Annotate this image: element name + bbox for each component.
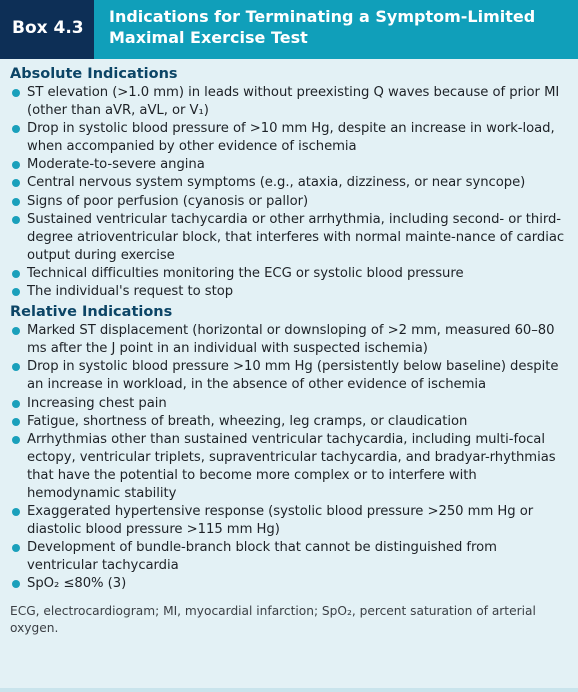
bullet-icon xyxy=(12,161,20,169)
list-item-text: The individual's request to stop xyxy=(27,284,234,300)
list-item-text: SpO₂ ≤80% (3) xyxy=(27,576,127,592)
box-body xyxy=(0,59,578,637)
bullet-icon xyxy=(12,89,20,97)
list-item-text: Fatigue, shortness of breath, wheezing, leg cramps, or claudication xyxy=(27,413,468,429)
list-item xyxy=(10,283,570,301)
list-item-text: Central nervous system symptoms (e.g., ataxia, dizziness, or near syncope) xyxy=(27,175,526,191)
bullet-icon xyxy=(12,363,20,371)
bullet-icon xyxy=(12,125,20,133)
list-item xyxy=(10,120,570,156)
list-item xyxy=(10,539,570,575)
bullet-icon xyxy=(12,179,20,187)
indication-list xyxy=(10,322,570,593)
list-item-text: Technical difficulties monitoring the ECG or systolic blood pressure xyxy=(27,265,464,281)
bullet-icon xyxy=(12,508,20,516)
list-item-text: Marked ST displacement (horizontal or downsloping of >2 mm, measured 60–80 ms after the J point in an individual with suspected ischemia) xyxy=(27,323,555,357)
section-relative-indications xyxy=(10,303,570,593)
list-item xyxy=(10,265,570,283)
bullet-icon xyxy=(12,270,20,278)
list-item xyxy=(10,156,570,174)
box-bottom-border xyxy=(0,688,578,692)
bullet-icon xyxy=(12,327,20,335)
bullet-icon xyxy=(12,288,20,296)
list-item xyxy=(10,395,570,413)
list-item-text: Sustained ventricular tachycardia or other arrhythmia, including second- or third-degree atrioventricular block, that interferes with normal mainte-nance of cardiac output during exercise xyxy=(27,211,565,263)
bullet-icon xyxy=(12,436,20,444)
footnote: ECG, electrocardiogram; MI, myocardial infarction; SpO₂, percent saturation of arterial oxygen. xyxy=(10,603,536,635)
section-heading: Absolute Indications xyxy=(10,66,178,82)
list-item xyxy=(10,193,570,211)
list-item-text: Development of bundle-branch block that cannot be distinguished from ventricular tachycardia xyxy=(27,540,497,574)
bullet-icon xyxy=(12,216,20,224)
list-item xyxy=(10,503,570,539)
list-item xyxy=(10,322,570,358)
bullet-icon xyxy=(12,544,20,552)
section-heading: Relative Indications xyxy=(10,304,173,321)
box-header xyxy=(0,0,578,59)
box-title: Indications for Terminating a Symptom-Limited Maximal Exercise Test xyxy=(109,7,536,47)
list-item-text: ST elevation (>1.0 mm) in leads without preexisting Q waves because of prior MI (other than aVR, aVL, or V₁) xyxy=(27,85,560,119)
list-item-text: Moderate-to-severe angina xyxy=(27,157,205,173)
list-item xyxy=(10,211,570,265)
indication-list xyxy=(10,84,570,301)
list-item-text: Drop in systolic blood pressure >10 mm Hg (persistently below baseline) despite an increase in workload, in the absence of other evidence of ischemia xyxy=(27,359,559,393)
box-number-label: Box 4.3 xyxy=(0,0,94,59)
list-item-text: Drop in systolic blood pressure of >10 mm Hg, despite an increase in work-load, when accompanied by other evidence of ischemia xyxy=(27,121,555,155)
bullet-icon xyxy=(12,580,20,588)
list-item xyxy=(10,413,570,431)
bullet-icon xyxy=(12,198,20,206)
list-item xyxy=(10,575,570,593)
list-item xyxy=(10,431,570,503)
list-item-text: Exaggerated hypertensive response (systolic blood pressure >250 mm Hg or diastolic blood pressure >115 mm Hg) xyxy=(27,504,534,538)
list-item xyxy=(10,358,570,394)
list-item-text: Increasing chest pain xyxy=(27,395,167,411)
list-item xyxy=(10,174,570,192)
list-item-text: Signs of poor perfusion (cyanosis or pallor) xyxy=(27,193,309,209)
bullet-icon xyxy=(12,418,20,426)
list-item xyxy=(10,84,570,120)
bullet-icon xyxy=(12,400,20,408)
list-item-text: Arrhythmias other than sustained ventricular tachycardia, including multi-focal ectopy, ventricular triplets, supraventricular tachycardia, and bradyar-rhythmias that have the potential to become more complex or to interfere with hemodynamic stability xyxy=(27,431,556,501)
section-absolute-indications xyxy=(10,65,570,301)
